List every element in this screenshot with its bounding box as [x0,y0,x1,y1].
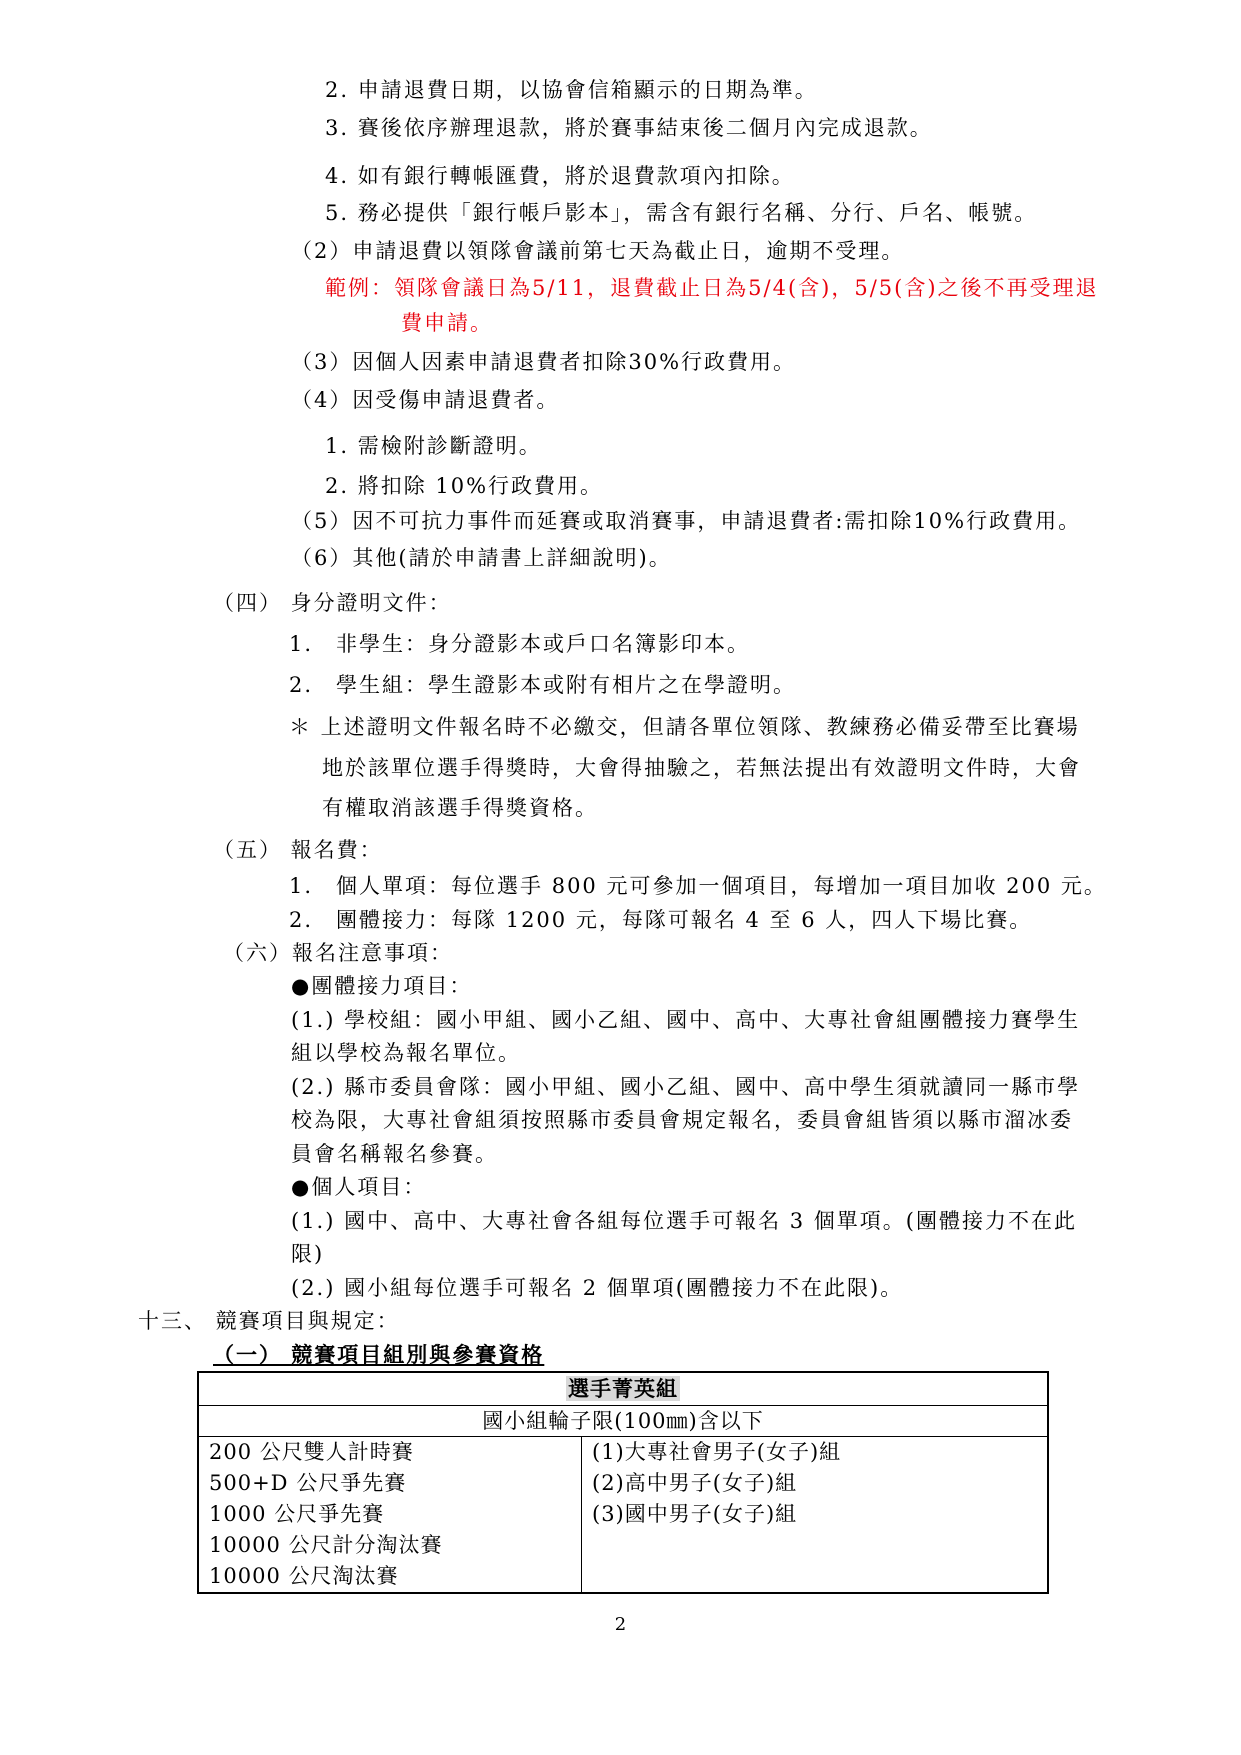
section-id-docs: （四） 身分證明文件： [213,591,452,615]
group-item: (1)大專社會男子(女子)組 [592,1440,842,1464]
event-item: 500+D 公尺爭先賽 [209,1471,407,1495]
events-cell [198,1437,582,1594]
section-13-heading: 十三、 競賽項目與規定： [138,1309,400,1333]
refund-deadline: （2）申請退費以領隊會議前第七天為截止日，逾期不受理。 [291,239,905,263]
refund-force-majeure: （5）因不可抗力事件而延賽或取消賽事，申請退費者:需扣除10%行政費用。 [291,509,1082,533]
refund-personal: （3）因個人因素申請退費者扣除30%行政費用。 [291,350,797,374]
id-doc-item-2: 2. 學生組：學生證影本或附有相片之在學證明。 [289,673,797,697]
notes-relay-2: (2.) 縣市委員會隊：國小甲組、國小乙組、國中、高中學生須就讀同一縣市學 [291,1075,1081,1099]
fee-item-1: 1. 個人單項：每位選手 800 元可參加一個項目，每增加一項目加收 200 元。 [289,874,1107,898]
notes-relay-2-cont-1: 校為限，大專社會組須按照縣市委員會規定報名，委員會組皆須以縣市溜冰委 [291,1108,1073,1132]
groups-cell [582,1437,1049,1594]
refund-example-cont: 費申請。 [401,311,493,335]
notes-individual-heading: ●個人項目： [291,1175,427,1199]
refund-injury: （4）因受傷申請退費者。 [291,388,560,412]
notes-relay-1: (1.) 學校組：國小甲組、國小乙組、國中、高中、大專社會組團體接力賽學生 [291,1008,1081,1032]
notes-relay-1-cont: 組以學校為報名單位。 [291,1041,521,1065]
refund-rule-5: 5. 務必提供「銀行帳戶影本」，需含有銀行名稱、分行、戶名、帳號。 [325,201,1038,225]
page-number: 2 [614,1614,627,1635]
table-title: 選手菁英組 [568,1376,678,1401]
notes-relay-2-cont-2: 員會名稱報名參賽。 [291,1142,498,1166]
injury-item-1: 1. 需檢附診斷證明。 [325,434,542,458]
refund-rule-4: 4. 如有銀行轉帳匯費，將於退費款項內扣除。 [325,164,795,188]
notes-individual-2: (2.) 國小組每位選手可報名 2 個單項(團體接力不在此限)。 [291,1276,904,1300]
subsection-events-heading: （一） 競賽項目組別與參賽資格 [213,1342,545,1367]
competition-table [197,1371,1049,1594]
refund-other: （6）其他(請於申請書上詳細說明)。 [291,546,672,570]
notes-relay-heading: ●團體接力項目： [291,974,473,998]
event-item: 1000 公尺爭先賽 [209,1502,385,1526]
injury-item-2: 2. 將扣除 10%行政費用。 [325,474,604,498]
notes-individual-1: (1.) 國中、高中、大專社會各組每位選手可報名 3 個單項。(團體接力不在此 [291,1209,1077,1233]
id-doc-note-cont-2: 有權取消該選手得獎資格。 [322,796,598,820]
group-item: (2)高中男子(女子)組 [592,1471,798,1495]
refund-rule-3: 3. 賽後依序辦理退款，將於賽事結束後二個月內完成退款。 [325,116,933,140]
table-subtitle: 國小組輪子限(100㎜)含以下 [198,1406,1048,1437]
event-item: 10000 公尺計分淘汰賽 [209,1533,443,1557]
id-doc-item-1: 1. 非學生：身分證影本或戶口名簿影印本。 [289,632,751,656]
refund-example: 範例：領隊會議日為5/11，退費截止日為5/4(含)，5/5(含)之後不再受理退 [325,276,1099,300]
section-notes: （六）報名注意事項： [223,941,453,965]
notes-individual-1-cont: 限) [291,1242,325,1266]
section-fee: （五） 報名費： [213,838,383,862]
group-item: (3)國中男子(女子)組 [592,1502,798,1526]
refund-rule-2: 2. 申請退費日期，以協會信箱顯示的日期為準。 [325,78,818,102]
id-doc-note-cont-1: 地於該單位選手得獎時，大會得抽驗之，若無法提出有效證明文件時，大會 [322,756,1081,780]
fee-item-2: 2. 團體接力：每隊 1200 元，每隊可報名 4 至 6 人，四人下場比賽。 [289,908,1033,932]
id-doc-note: ＊ 上述證明文件報名時不必繳交，但請各單位領隊、教練務必備妥帶至比賽場 [289,715,1080,739]
table-title-cell [198,1372,1048,1406]
event-item: 10000 公尺淘汰賽 [209,1564,399,1588]
event-item: 200 公尺雙人計時賽 [209,1440,414,1464]
